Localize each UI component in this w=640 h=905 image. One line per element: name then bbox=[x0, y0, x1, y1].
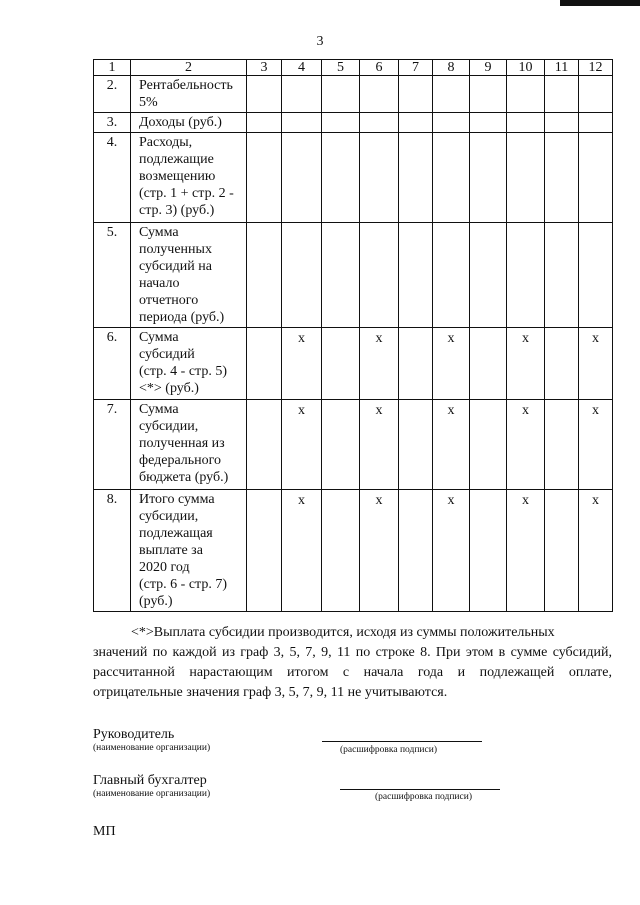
value-cell bbox=[545, 223, 579, 328]
value-cell bbox=[282, 223, 322, 328]
value-cell bbox=[247, 328, 282, 400]
value-cell bbox=[322, 223, 360, 328]
column-header: 7 bbox=[399, 60, 433, 76]
table-header-row bbox=[94, 60, 613, 76]
value-cell bbox=[360, 76, 399, 113]
value-cell: x bbox=[282, 490, 322, 612]
column-header: 4 bbox=[282, 60, 322, 76]
value-cell bbox=[322, 490, 360, 612]
row-label: Сумма полученных субсидий на начало отчетного периода (руб.) bbox=[131, 223, 247, 328]
row-label: Сумма субсидии, полученная из федерального бюджета (руб.) bbox=[131, 400, 247, 490]
value-cell bbox=[282, 113, 322, 133]
column-header: 1 bbox=[94, 60, 131, 76]
value-cell bbox=[399, 490, 433, 612]
value-cell: x bbox=[360, 400, 399, 490]
value-cell bbox=[399, 113, 433, 133]
row-number: 7. bbox=[94, 400, 131, 490]
value-cell bbox=[470, 328, 507, 400]
value-cell bbox=[433, 133, 470, 223]
value-cell bbox=[579, 133, 613, 223]
value-cell: x bbox=[507, 328, 545, 400]
row-label: Рентабельность 5% bbox=[131, 76, 247, 113]
row-label: Сумма субсидий (стр. 4 - стр. 5) <*> (руб.) bbox=[131, 328, 247, 400]
value-cell bbox=[322, 113, 360, 133]
column-header: 8 bbox=[433, 60, 470, 76]
head-org-caption: (наименование организации) bbox=[93, 743, 211, 753]
row-number: 8. bbox=[94, 490, 131, 612]
table-row bbox=[94, 113, 613, 133]
footnote bbox=[93, 623, 612, 703]
value-cell bbox=[360, 133, 399, 223]
value-cell: x bbox=[579, 328, 613, 400]
value-cell bbox=[322, 133, 360, 223]
column-header: 11 bbox=[545, 60, 579, 76]
value-cell: x bbox=[507, 490, 545, 612]
accountant-signature-line bbox=[340, 789, 500, 790]
column-header: 12 bbox=[579, 60, 613, 76]
value-cell: x bbox=[579, 400, 613, 490]
column-header: 6 bbox=[360, 60, 399, 76]
value-cell bbox=[247, 400, 282, 490]
value-cell bbox=[470, 490, 507, 612]
value-cell bbox=[360, 223, 399, 328]
value-cell bbox=[399, 223, 433, 328]
value-cell bbox=[399, 76, 433, 113]
value-cell bbox=[433, 76, 470, 113]
table-row bbox=[94, 490, 613, 612]
value-cell bbox=[247, 490, 282, 612]
head-signature-line bbox=[322, 741, 482, 742]
value-cell bbox=[545, 400, 579, 490]
subsidy-table bbox=[93, 59, 613, 612]
value-cell bbox=[322, 400, 360, 490]
head-title: Руководитель bbox=[93, 727, 175, 742]
footnote-text: значений по каждой из граф 3, 5, 7, 9, 11 по строке 8. При этом в сумме субсидий, рассчитанной нарастающим итогом с начала года и подлежащей оплате, отрицательные значения граф 3, 5, 7, 9, 11 не учитываются. bbox=[93, 645, 612, 700]
value-cell: x bbox=[579, 490, 613, 612]
row-number: 6. bbox=[94, 328, 131, 400]
footnote-lead: <*>Выплата субсидии производится, исходя из суммы положительных bbox=[131, 625, 555, 640]
value-cell bbox=[247, 113, 282, 133]
column-header: 9 bbox=[470, 60, 507, 76]
top-edge-mark bbox=[560, 0, 640, 6]
accountant-org-caption: (наименование организации) bbox=[93, 789, 211, 799]
column-header: 3 bbox=[247, 60, 282, 76]
row-number: 3. bbox=[94, 113, 131, 133]
value-cell: x bbox=[433, 328, 470, 400]
value-cell: x bbox=[360, 490, 399, 612]
value-cell bbox=[470, 76, 507, 113]
value-cell bbox=[433, 223, 470, 328]
table-row bbox=[94, 76, 613, 113]
value-cell bbox=[545, 76, 579, 113]
column-header: 10 bbox=[507, 60, 545, 76]
value-cell bbox=[507, 113, 545, 133]
value-cell bbox=[470, 400, 507, 490]
row-number: 4. bbox=[94, 133, 131, 223]
value-cell bbox=[545, 133, 579, 223]
value-cell: x bbox=[433, 400, 470, 490]
value-cell: x bbox=[282, 400, 322, 490]
value-cell bbox=[545, 490, 579, 612]
value-cell bbox=[322, 76, 360, 113]
value-cell bbox=[470, 223, 507, 328]
value-cell bbox=[399, 400, 433, 490]
value-cell bbox=[247, 133, 282, 223]
value-cell bbox=[282, 76, 322, 113]
accountant-title: Главный бухгалтер bbox=[93, 773, 207, 788]
table-row bbox=[94, 328, 613, 400]
value-cell bbox=[470, 133, 507, 223]
value-cell bbox=[507, 223, 545, 328]
page-number: 3 bbox=[316, 34, 324, 49]
row-number: 2. bbox=[94, 76, 131, 113]
row-label: Доходы (руб.) bbox=[131, 113, 247, 133]
column-header: 5 bbox=[322, 60, 360, 76]
column-header: 2 bbox=[131, 60, 247, 76]
value-cell bbox=[507, 76, 545, 113]
value-cell bbox=[579, 223, 613, 328]
row-label: Расходы, подлежащие возмещению (стр. 1 + стр. 2 - стр. 3) (руб.) bbox=[131, 133, 247, 223]
value-cell bbox=[507, 133, 545, 223]
table-row bbox=[94, 133, 613, 223]
value-cell bbox=[470, 113, 507, 133]
row-number: 5. bbox=[94, 223, 131, 328]
value-cell: x bbox=[360, 328, 399, 400]
value-cell: x bbox=[433, 490, 470, 612]
value-cell bbox=[322, 328, 360, 400]
value-cell bbox=[545, 113, 579, 133]
table-row bbox=[94, 400, 613, 490]
value-cell bbox=[360, 113, 399, 133]
value-cell: x bbox=[507, 400, 545, 490]
value-cell: x bbox=[282, 328, 322, 400]
value-cell bbox=[247, 223, 282, 328]
value-cell bbox=[433, 113, 470, 133]
value-cell bbox=[545, 328, 579, 400]
value-cell bbox=[579, 76, 613, 113]
stamp-placeholder: МП bbox=[93, 824, 116, 839]
value-cell bbox=[247, 76, 282, 113]
accountant-sign-caption: (расшифровка подписи) bbox=[375, 792, 472, 802]
value-cell bbox=[399, 328, 433, 400]
value-cell bbox=[399, 133, 433, 223]
table-row bbox=[94, 223, 613, 328]
value-cell bbox=[579, 113, 613, 133]
head-sign-caption: (расшифровка подписи) bbox=[340, 745, 437, 755]
row-label: Итого сумма субсидии, подлежащая выплате за 2020 год (стр. 6 - стр. 7) (руб.) bbox=[131, 490, 247, 612]
value-cell bbox=[282, 133, 322, 223]
